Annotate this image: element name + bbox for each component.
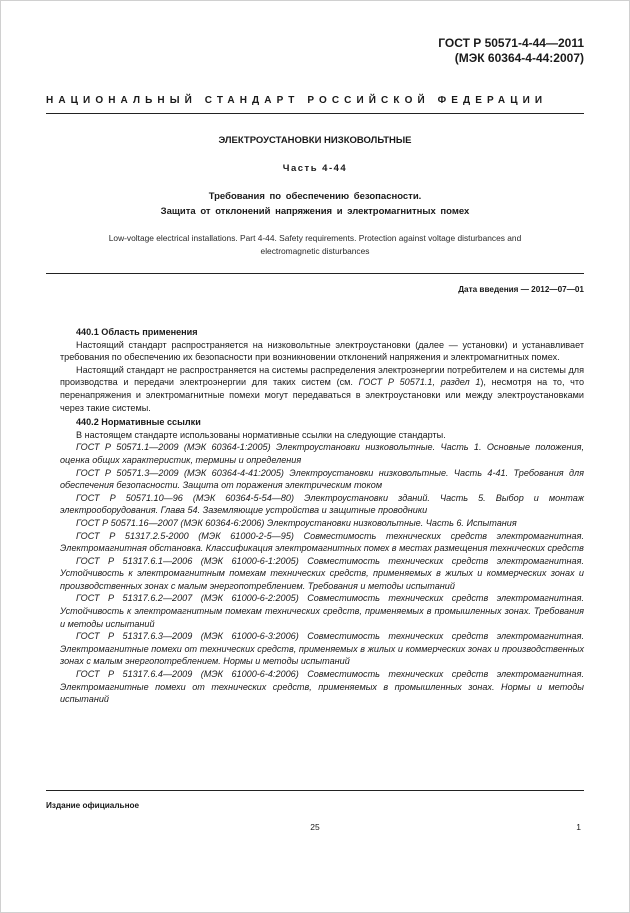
references-intro: В настоящем стандарте использованы нормативные ссылки на следующие стандарты. (76, 429, 446, 440)
official-edition-label: Издание официальное (46, 801, 140, 810)
code-line-2: (МЭК 60364-4-44:2007) (454, 51, 584, 65)
document-body (60, 324, 584, 706)
subtitle-line-2: Защита от отклонений напряжения и электромагнитных помех (160, 206, 470, 217)
reference-code: ГОСТ Р 50571.16—2007 (МЭК 60364-6:2006) (76, 517, 265, 528)
reference-title: Электроустановки низковольтные. Часть 4-41. Требования для обеспечения безопасности. Защита от поражения электрическим током (60, 467, 585, 491)
reference-code: ГОСТ Р 51317.6.4—2009 (МЭК 61000-6-4:2006) (76, 669, 299, 680)
reference-item (60, 492, 584, 517)
reference-item (60, 555, 584, 593)
reference-title: Совместимость технических средств электромагнитная. Электромагнитные помехи от технических средств, применяемых в промышленных зонах. Нормы и методы испытаний (60, 669, 584, 705)
english-title (46, 232, 584, 258)
reference-title: Совместимость технических средств электромагнитная. Устойчивость к электромагнитным помехам технических средств, применяемых в жилых и коммерческих зонах и производственных зонах с малым энергопотреблением. Требования и методы испытаний (60, 555, 584, 591)
reference-item (60, 441, 584, 466)
reference-item (60, 517, 584, 530)
reference-code: ГОСТ Р 50571.1—2009 (МЭК 60364-1:2005) (76, 442, 271, 453)
reference-title: Электроустановки зданий. Часть 5. Выбор и монтаж электрооборудования. Глава 54. Заземляющие устройства и защитные проводники (60, 492, 585, 516)
scope-paragraph-2-text-a: Настоящий стандарт не распространяется на системы распределения электроэнергии потребителем и на системы для производства и передачи электроэнергии для таких систем (см. (60, 364, 584, 388)
code-line-1: ГОСТ Р 50571-4-44—2011 (438, 36, 584, 50)
reference-item (60, 530, 584, 555)
part-label: Часть 4-44 (282, 163, 348, 174)
reference-title: Совместимость технических средств электромагнитная. Электромагнитные помехи от технических средств, применяемых в жилых и коммерческих зонах и производственных зонах с малым энергопотреблением. Нормы и методы испытаний (60, 631, 584, 667)
scope-paragraph-2 (60, 364, 584, 414)
scope-reference: ГОСТ Р 50571.1, раздел 1 (358, 377, 481, 388)
subtitle-line-1: Требования по обеспечению безопасности. (208, 191, 422, 202)
introduction-date: Дата введения — 2012—07—01 (458, 285, 584, 294)
reference-title: Совместимость технических средств электромагнитная. Устойчивость к электромагнитным помехам технических средств, применяемых в промышленных зонах. Требования и методы испытаний (60, 593, 584, 629)
reference-item (60, 630, 584, 668)
national-standard-banner: НАЦИОНАЛЬНЫЙ СТАНДАРТ РОССИЙСКОЙ ФЕДЕРАЦИИ (46, 95, 548, 106)
english-title-line-1: Low-voltage electrical installations. Part 4-44. Safety requirements. Protection against voltage disturbances and (108, 233, 522, 243)
page-number: 25 (310, 822, 320, 832)
top-divider (46, 113, 584, 114)
scope-paragraph-2-text-b: ), несмотря на то, что перенапряжения и электромагнитные помехи могут передаваться в электроустановки или между электроустановками через такие системы. (60, 377, 585, 413)
scope-paragraph-1: Настоящий стандарт распространяется на низковольтные электроустановки (далее — установки) и устанавливает требования по обеспечению их безопасности при возникновении отклонений напряжения и электромагнитных помех. (60, 339, 584, 363)
reference-code: ГОСТ Р 51317.2.5-2000 (МЭК 61000-2-5—95) (76, 530, 294, 541)
title-divider (46, 273, 584, 274)
section-heading-references: 440.2 Нормативные ссылки (76, 417, 201, 428)
document-title: ЭЛЕКТРОУСТАНОВКИ НИЗКОВОЛЬТНЫЕ (218, 135, 412, 146)
reference-item (60, 668, 584, 706)
document-code (438, 36, 584, 66)
reference-item (60, 592, 584, 630)
reference-title: Совместимость технических средств электромагнитная. Электромагнитная обстановка. Классификация электромагнитных помех в местах размещения технических средств (60, 530, 584, 554)
english-title-line-2: electromagnetic disturbances (260, 246, 370, 256)
reference-code: ГОСТ Р 51317.6.2—2007 (МЭК 61000-6-2:2005) (76, 593, 299, 604)
reference-code: ГОСТ Р 50571.10—96 (МЭК 60364-5-54—80) (76, 492, 294, 503)
sheet-number: 1 (576, 822, 581, 832)
reference-title: Электроустановки низковольтные. Часть 6. Испытания (266, 517, 517, 528)
document-subtitle (46, 189, 584, 219)
reference-item (60, 467, 584, 492)
reference-code: ГОСТ Р 51317.6.3—2009 (МЭК 61000-6-3:2006) (76, 631, 299, 642)
reference-code: ГОСТ Р 50571.3—2009 (МЭК 60364-4-41:2005) (76, 467, 284, 478)
footer-divider (46, 790, 584, 791)
section-heading-scope: 440.1 Область применения (76, 327, 198, 337)
reference-title: Электроустановки низковольтные. Часть 1. Основные положения, оценка общих характеристик, термины и определения (60, 442, 584, 465)
reference-code: ГОСТ Р 51317.6.1—2006 (МЭК 61000-6-1:2005) (76, 555, 299, 566)
